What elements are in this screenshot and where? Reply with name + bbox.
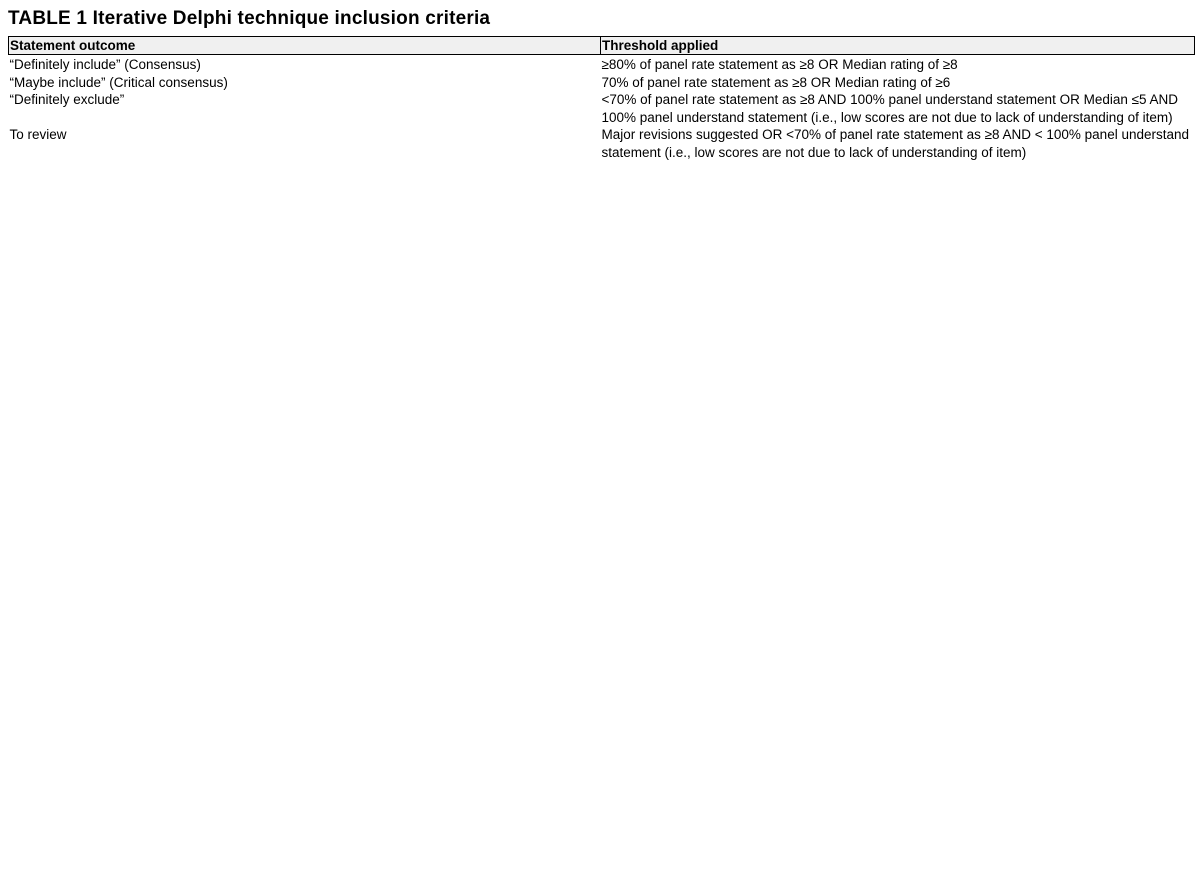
outcome-cell: “Definitely include” (Consensus) — [9, 57, 201, 72]
outcome-cell: “Maybe include” (Critical consensus) — [9, 74, 228, 90]
table-header — [9, 37, 1195, 55]
document — [8, 8, 1194, 161]
threshold-cell: ≥80% of panel rate statement as ≥8 OR Median rating of ≥8 — [601, 57, 958, 72]
table-caption: Iterative Delphi technique inclusion criteria — [92, 8, 491, 29]
header-row — [9, 37, 1195, 55]
table-row — [9, 74, 1195, 92]
threshold-cell: 70% of panel rate statement as ≥8 OR Median rating of ≥6 — [601, 74, 951, 90]
table-title — [8, 8, 1194, 30]
inclusion-criteria-table — [8, 36, 1195, 161]
table-row — [9, 91, 1195, 126]
header-statement-outcome: Statement outcome — [9, 37, 601, 55]
outcome-cell: To review — [9, 127, 67, 142]
table-row — [9, 126, 1195, 161]
threshold-cell: <70% of panel rate statement as ≥8 AND 100% panel understand statement OR Median ≤5 AND 100% panel understand statement (i.e., low scores are not due to lack of understanding of item) — [601, 92, 1179, 125]
table-row — [9, 55, 1195, 74]
table-body — [9, 55, 1195, 162]
outcome-cell: “Definitely exclude” — [9, 92, 125, 107]
header-threshold-applied: Threshold applied — [601, 37, 1195, 55]
table-label: TABLE 1 — [8, 8, 88, 29]
threshold-cell: Major revisions suggested OR <70% of panel rate statement as ≥8 AND < 100% panel understand statement (i.e., low scores are not due to lack of understanding of item) — [601, 127, 1190, 160]
